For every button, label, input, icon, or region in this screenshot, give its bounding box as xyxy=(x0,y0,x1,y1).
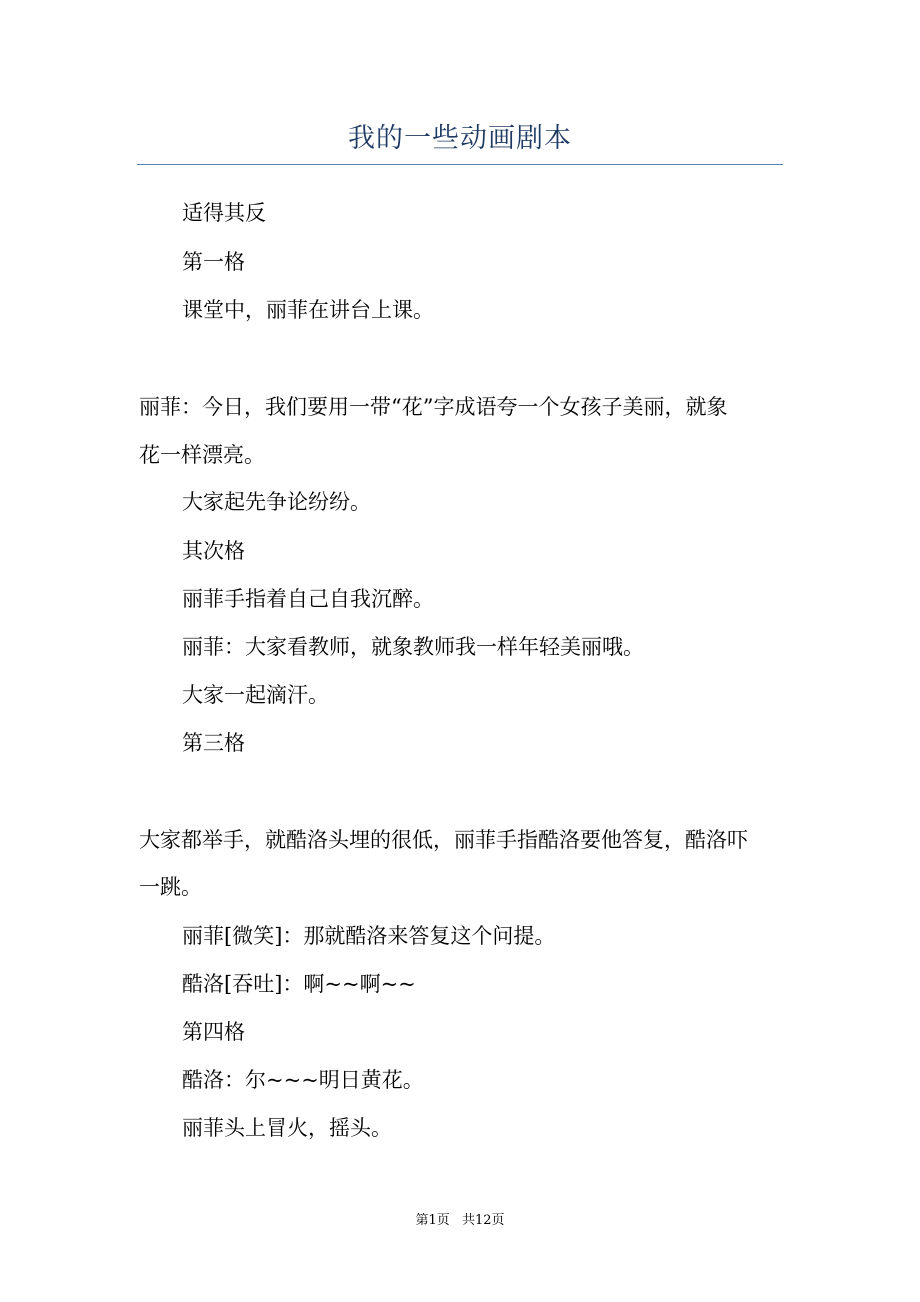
paragraph: 大家起先争论纷纷。 xyxy=(182,490,371,514)
paragraph: 酷洛：尔~~~明日黄花。 xyxy=(182,1068,424,1092)
paragraph: 酷洛[吞吐]：啊~~啊~~ xyxy=(182,972,416,996)
paragraph: 丽菲头上冒火，摇头。 xyxy=(182,1116,392,1140)
paragraph: 花一样漂亮。 xyxy=(139,443,265,467)
paragraph: 课堂中，丽菲在讲台上课。 xyxy=(182,298,434,322)
paragraph: 适得其反 xyxy=(182,201,266,225)
paragraph: 丽菲：今日，我们要用一带“花”字成语夸一个女孩子美丽，就象 xyxy=(139,395,728,419)
paragraph: 第三格 xyxy=(182,731,245,755)
page-total: 共12页 xyxy=(461,1213,505,1228)
paragraph: 丽菲：大家看教师，就象教师我一样年轻美丽哦。 xyxy=(182,635,644,659)
paragraph: 大家一起滴汗。 xyxy=(182,683,329,707)
document-title: 我的一些动画剧本 xyxy=(348,123,572,154)
paragraph: 第一格 xyxy=(182,250,245,274)
page-number: 第1页 xyxy=(415,1213,450,1228)
page-footer xyxy=(0,1209,920,1228)
paragraph: 大家都举手，就酷洛头埋的很低，丽菲手指酷洛要他答复，酷洛吓 xyxy=(139,828,748,852)
paragraph: 一跳。 xyxy=(139,875,202,899)
paragraph: 丽菲手指着自己自我沉醉。 xyxy=(182,587,434,611)
paragraph: 第四格 xyxy=(182,1020,245,1044)
paragraph: 丽菲[微笑]：那就酷洛来答复这个问提。 xyxy=(182,924,556,948)
paragraph: 其次格 xyxy=(182,539,245,563)
title-rule xyxy=(137,164,783,165)
